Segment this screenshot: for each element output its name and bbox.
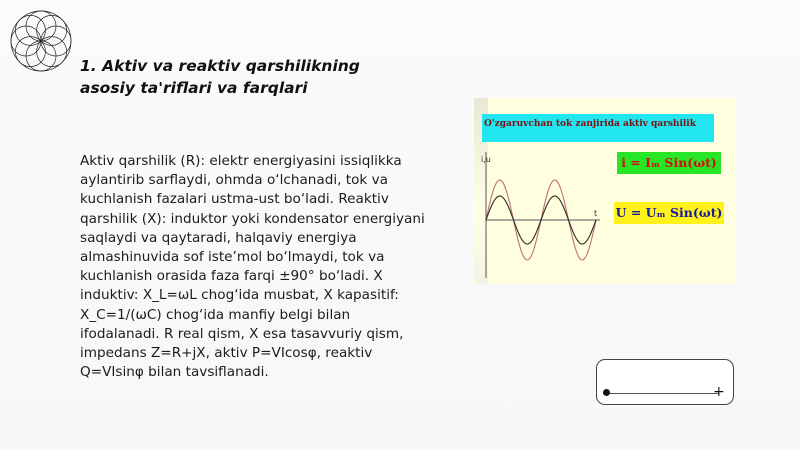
plus-icon[interactable]: + bbox=[713, 384, 725, 400]
t-axis-label: t bbox=[594, 209, 598, 218]
figure-banner-text: O'zgaruvchan tok zanjirida aktiv qarshilik bbox=[484, 119, 696, 129]
current-equation-box: i = Iₘ Sin(ωt) bbox=[617, 152, 721, 174]
slide-body-text: Aktiv qarshilik (R): elektr energiyasini issiqlikka aylantirib sarflaydi, ohmda o‘lchanadi, tok va kuchlanish fazalari ustma-ust bo‘ladi. Reaktiv qarshilik (X): induktor yoki kondensator energiyani saqlaydi va qaytaradi, halqaviy energiya almashinuvida sof iste’mol bo‘lmaydi, tok va kuchlanish orasida faza farqi ±90° bo‘ladi. X induktiv: X_L=ωL chog‘ida musbat, X kapasitif: X_C=1/(ωC) chog‘ida manfiy belgi bilan ifodalanadi. R real qism, X esa tasavvuriy qism, impedans Z=R+jX, aktiv P=VIcosφ, reaktiv Q=VIsinφ bilan tavsiflanadi. bbox=[80, 153, 425, 381]
sine-wave-plot bbox=[478, 150, 606, 280]
decorative-rosette-logo bbox=[4, 4, 78, 78]
y-axis-label: i,u bbox=[481, 155, 491, 164]
media-progress-track[interactable] bbox=[607, 393, 719, 394]
slide-title: 1. Aktiv va reaktiv qarshilikning asosiy ta'riflari va farqlari bbox=[80, 57, 360, 97]
voltage-equation-box: U = Uₘ Sin(ωt) bbox=[614, 202, 724, 224]
slider-handle-icon[interactable] bbox=[603, 389, 610, 396]
